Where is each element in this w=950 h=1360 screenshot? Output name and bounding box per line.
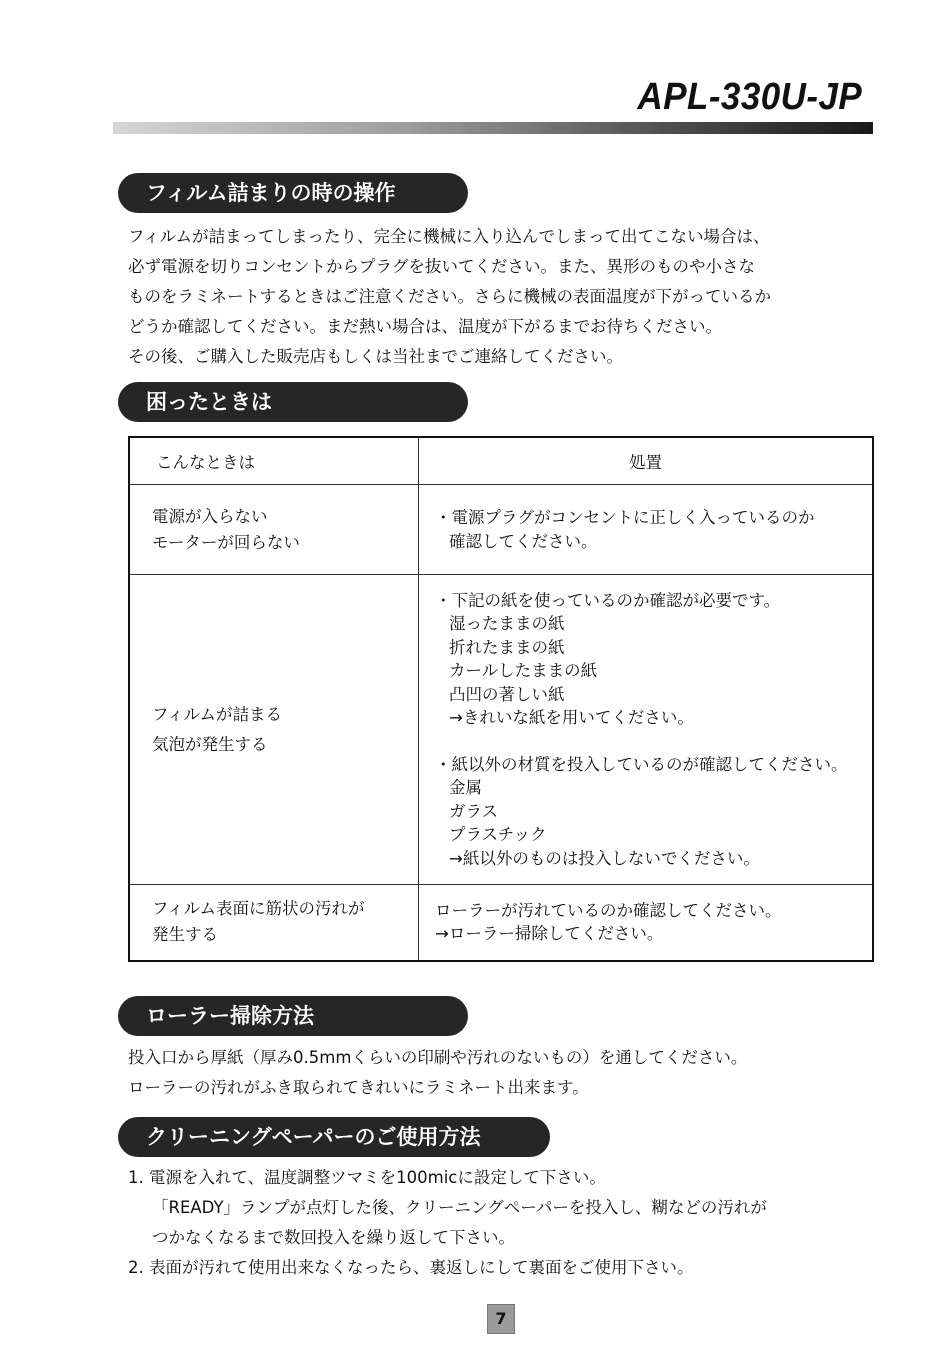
header-gradient-bar — [113, 122, 873, 134]
paragraph-line: 必ず電源を切りコンセントからプラグを抜いてください。また、異形のものや小さな — [128, 257, 755, 276]
remedy-text: ・電源プラグがコンセントに正しく入っているのか — [435, 508, 815, 527]
remedy-text: ガラス — [449, 801, 499, 821]
table-row — [129, 485, 873, 575]
symptom-cell — [129, 575, 419, 885]
symptom-text: 発生する — [152, 925, 218, 945]
step-line: つかなくなるまで数回投入を繰り返して下さい。 — [152, 1228, 515, 1247]
paragraph-line: 投入口から厚紙（厚み0.5mmくらいの印刷や汚れのないもの）を通してください。 — [128, 1048, 748, 1067]
symptom-text: 電源が入らない — [152, 506, 268, 526]
symptom-text: 気泡が発生する — [152, 734, 268, 754]
remedy-text: 凸凹の著しい紙 — [449, 684, 565, 704]
remedy-text: →ローラー掃除してください。 — [435, 924, 664, 944]
remedy-text: →きれいな紙を用いてください。 — [449, 708, 694, 728]
step-line: 1. 電源を入れて、温度調整ツマミを100micに設定して下さい。 — [128, 1168, 606, 1187]
step-line: 2. 表面が汚れて使用出来なくなったら、裏返しにして裏面をご使用下さい。 — [128, 1258, 694, 1277]
remedy-text: ローラーが汚れているのか確認してください。 — [435, 900, 782, 920]
section-heading-roller: ローラー掃除方法 — [118, 996, 468, 1036]
paragraph-line: ローラーの汚れがふき取られてきれいにラミネート出来ます。 — [128, 1078, 589, 1097]
remedy-cell — [419, 485, 874, 575]
symptom-text: モーターが回らない — [152, 532, 300, 552]
section-heading-cleaning: クリーニングペーパーのご使用方法 — [118, 1117, 550, 1157]
cleaning-paragraph — [128, 1163, 767, 1283]
symptom-text: フィルムが詰まる — [152, 704, 283, 724]
remedy-text: 折れたままの紙 — [449, 637, 565, 657]
section-heading-trouble: 困ったときは — [118, 382, 468, 422]
paragraph-line: どうか確認してください。まだ熱い場合は、温度が下がるまでお待ちください。 — [128, 317, 722, 336]
spacer — [435, 730, 872, 753]
remedy-text: プラスチック — [449, 825, 547, 845]
paragraph-line: その後、ご購入した販売店もしくは当社までご連絡してください。 — [128, 347, 623, 366]
remedy-cell — [419, 575, 874, 885]
remedy-text: 金属 — [449, 778, 482, 798]
page-number: 7 — [487, 1304, 515, 1334]
remedy-text: →紙以外のものは投入しないでください。 — [449, 848, 760, 868]
symptom-text: フィルム表面に筋状の汚れが — [152, 899, 365, 919]
remedy-cell — [419, 885, 874, 961]
roller-paragraph — [128, 1043, 747, 1103]
remedy-text: 湿ったままの紙 — [449, 614, 565, 634]
paragraph-line: フィルムが詰まってしまったり、完全に機械に入り込んでしまって出てこない場合は、 — [128, 227, 770, 246]
remedy-text: カールしたままの紙 — [449, 661, 598, 681]
table-header-symptom: こんなときは — [129, 437, 419, 485]
symptom-cell — [129, 485, 419, 575]
table-row — [129, 885, 873, 961]
remedy-text: ・下記の紙を使っているのか確認が必要です。 — [435, 590, 781, 610]
film-jam-paragraph — [128, 222, 771, 372]
table-row — [129, 575, 873, 885]
step-line: 「READY」ランプが点灯した後、クリーニングペーパーを投入し、糊などの汚れが — [152, 1198, 767, 1217]
model-title: APL-330U-JP — [637, 76, 862, 118]
symptom-cell — [129, 885, 419, 961]
table-header-row — [129, 437, 873, 485]
remedy-text: 確認してください。 — [449, 531, 598, 551]
section-heading-film-jam: フィルム詰まりの時の操作 — [118, 173, 468, 213]
remedy-text: ・紙以外の材質を投入しているのが確認してください。 — [435, 754, 848, 774]
table-header-remedy: 処置 — [419, 437, 874, 485]
troubleshooting-table — [128, 436, 874, 962]
paragraph-line: ものをラミネートするときはご注意ください。さらに機械の表面温度が下がっているか — [128, 287, 772, 306]
